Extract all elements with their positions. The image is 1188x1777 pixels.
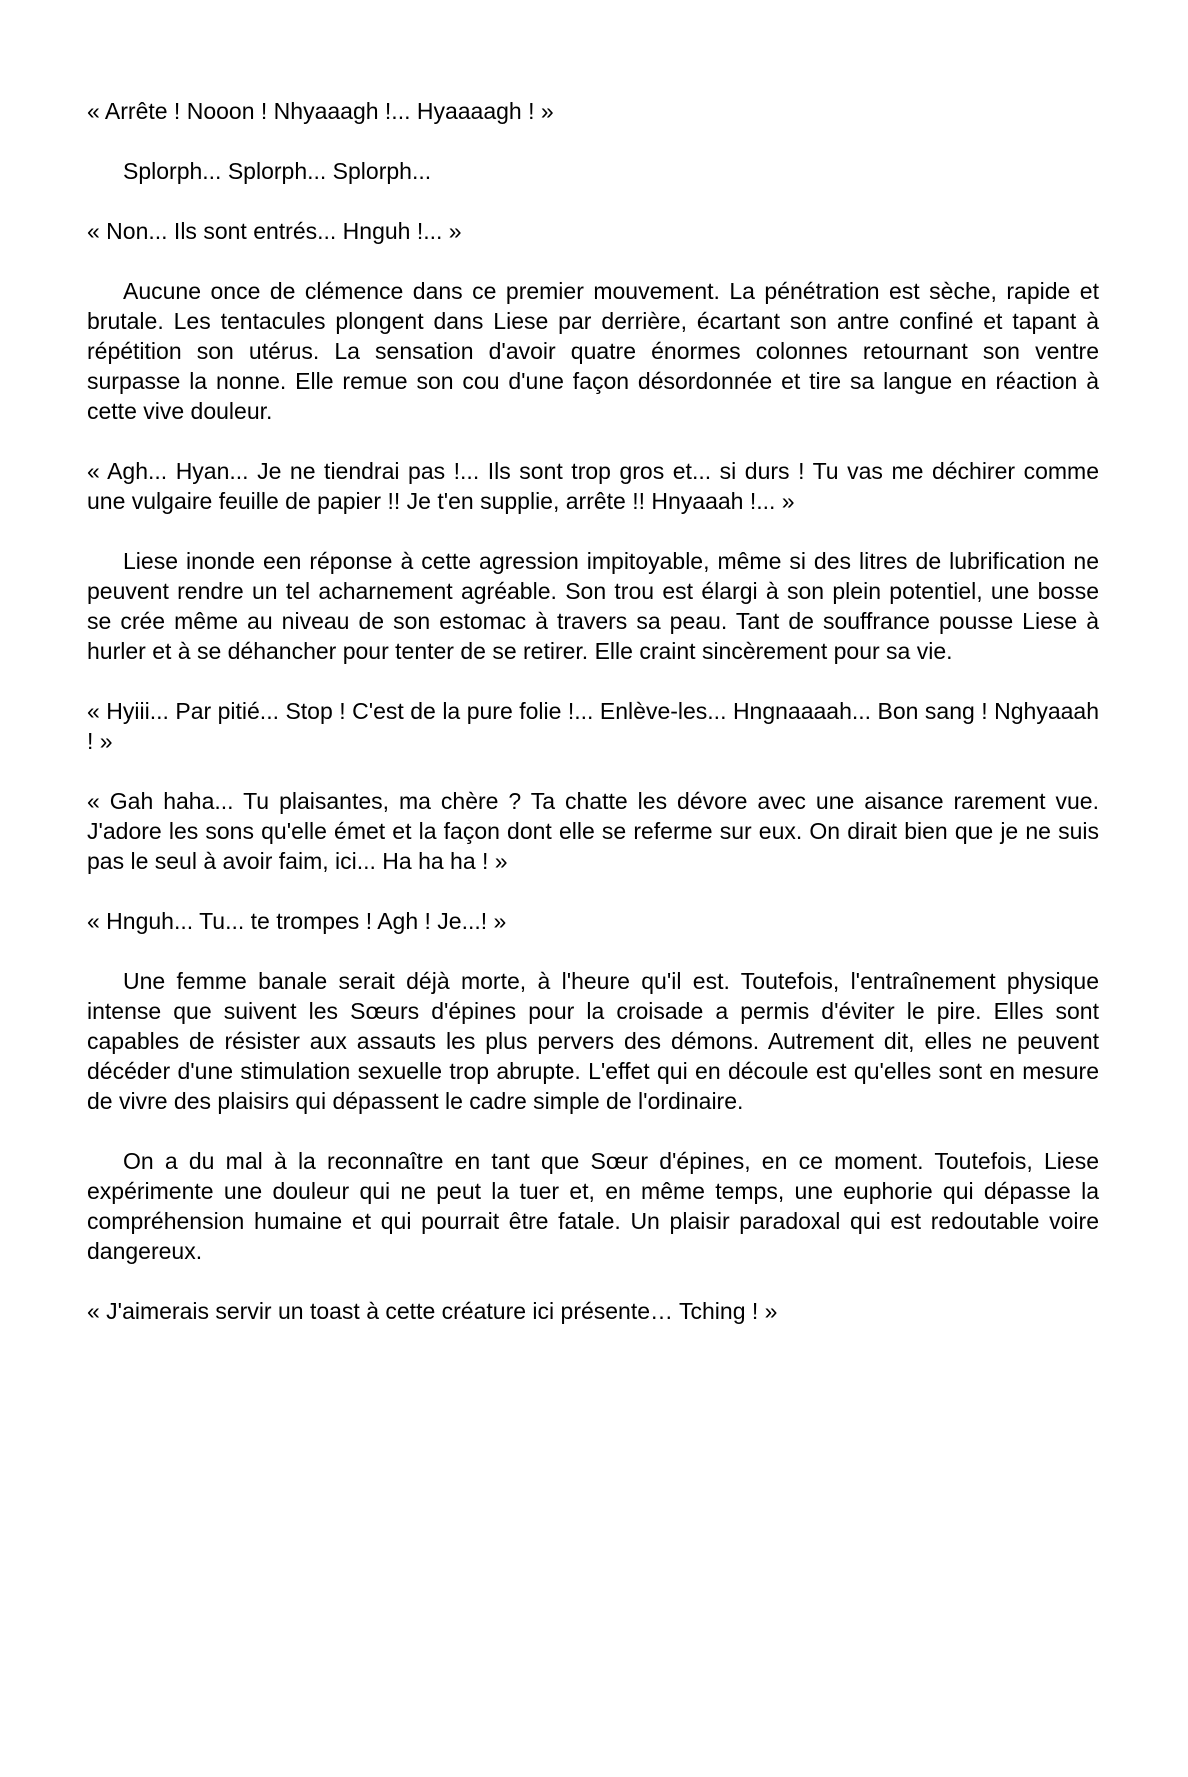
dialogue-paragraph: « Arrête ! Nooon ! Nhyaaagh !... Hyaaaagh ! »: [87, 98, 554, 124]
dialogue-paragraph: « J'aimerais servir un toast à cette créature ici présente… Tching ! »: [87, 1298, 778, 1324]
dialogue-paragraph: « Agh... Hyan... Je ne tiendrai pas !... Ils sont trop gros et... si durs ! Tu vas me déchirer comme une vulgaire feuille de papier !! Je t'en supplie, arrête !! Hnyaaah !... »: [87, 458, 1099, 514]
narration-paragraph: Une femme banale serait déjà morte, à l'heure qu'il est. Toutefois, l'entraînement physique intense que suivent les Sœurs d'épines pour la croisade a permis d'éviter le pire. Elles sont capables de résister aux assauts les plus pervers des démons. Autrement dit, elles ne peuvent décéder d'une stimulation sexuelle trop abrupte. L'effet qui en découle est qu'elles sont en mesure de vivre des plaisirs qui dépassent le cadre simple de l'ordinaire.: [87, 968, 1099, 1114]
narration-paragraph: Liese inonde een réponse à cette agression impitoyable, même si des litres de lubrification ne peuvent rendre un tel acharnement agréable. Son trou est élargi à son plein potentiel, une bosse se crée même au niveau de son estomac à travers sa peau. Tant de souffrance pousse Liese à hurler et à se déhancher pour tenter de se retirer. Elle craint sincèrement pour sa vie.: [87, 548, 1099, 664]
dialogue-paragraph: « Non... Ils sont entrés... Hnguh !... »: [87, 218, 462, 244]
dialogue-paragraph: « Hnguh... Tu... te trompes ! Agh ! Je...! »: [87, 908, 507, 934]
text-body: [87, 96, 1099, 1356]
narration-paragraph: Aucune once de clémence dans ce premier mouvement. La pénétration est sèche, rapide et brutale. Les tentacules plongent dans Liese par derrière, écartant son antre confiné et tapant à répétition son utérus. La sensation d'avoir quatre énormes colonnes retournant son ventre surpasse la nonne. Elle remue son cou d'une façon désordonnée et tire sa langue en réaction à cette vive douleur.: [87, 278, 1099, 424]
dialogue-paragraph: « Gah haha... Tu plaisantes, ma chère ? Ta chatte les dévore avec une aisance rarement vue. J'adore les sons qu'elle émet et la façon dont elle se referme sur eux. On dirait bien que je ne suis pas le seul à avoir faim, ici... Ha ha ha ! »: [87, 788, 1099, 874]
narration-paragraph: Splorph... Splorph... Splorph...: [123, 158, 432, 184]
dialogue-paragraph: « Hyiii... Par pitié... Stop ! C'est de la pure folie !... Enlève-les... Hngnaaaah... Bon sang ! Nghyaaah ! »: [87, 698, 1099, 754]
narration-paragraph: On a du mal à la reconnaître en tant que Sœur d'épines, en ce moment. Toutefois, Liese expérimente une douleur qui ne peut la tuer et, en même temps, une euphorie qui dépasse la compréhension humaine et qui pourrait être fatale. Un plaisir paradoxal qui est redoutable voire dangereux.: [87, 1148, 1099, 1264]
